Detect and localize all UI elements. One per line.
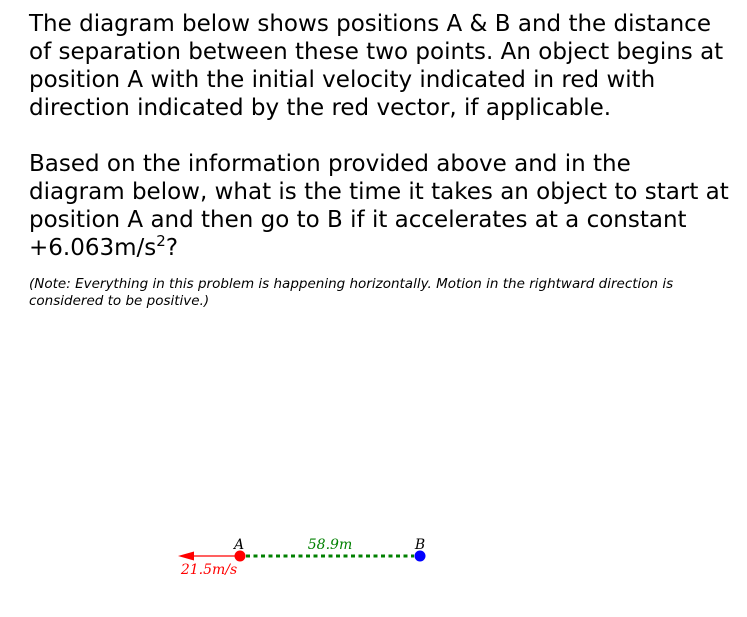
velocity-vector-arrowhead [178,552,194,561]
question-prompt-exponent: 2 [156,232,166,250]
point-b-label: B [414,537,426,553]
velocity-label: 21.5m/s [180,562,238,578]
question-prompt-end: ? [165,235,179,261]
question-prompt-text: Based on the information provided above and in the diagram below, what is the time it takes an object to start at position A and then go to B if it accelerates at a constant +6.063m/s [29,151,729,261]
question-intro: The diagram below shows positions A & B and the distance of separation between these two points. An object begins at position A with the initial velocity indicated in red with direction indicated by the red vector, if applicable. [29,11,724,121]
distance-label: 58.9m [307,537,353,553]
question-note: (Note: Everything in this problem is happening horizontally. Motion in the rightward direction is considered to be positive.) [29,276,674,309]
point-a-label: A [233,537,245,553]
